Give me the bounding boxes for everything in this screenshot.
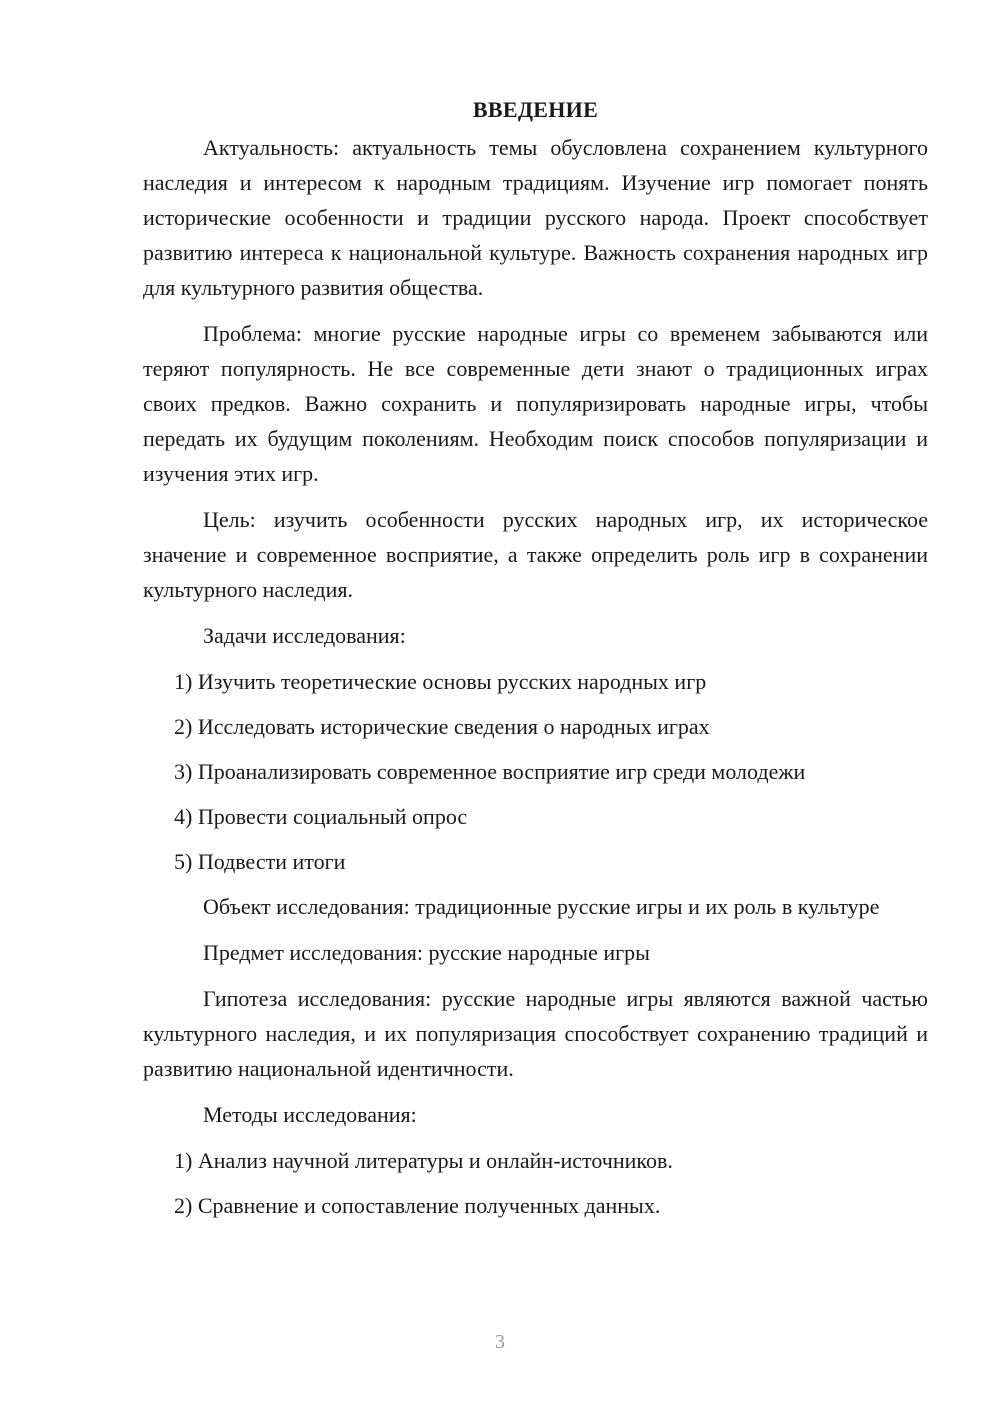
methods-list: [143, 1143, 928, 1223]
page-number: 3: [495, 1331, 505, 1353]
hypothesis-paragraph: Гипотеза исследования: русские народные игры являются важной частью культурного наследия, и их популяризация способствует сохранению традиций и развитию национальной идентичности.: [143, 986, 928, 1081]
page-body: [143, 94, 928, 1233]
method-item: 2) Сравнение и сопоставление полученных данных.: [174, 1193, 661, 1218]
subject-paragraph: Предмет исследования: русские народные игры: [203, 940, 650, 965]
task-item: 5) Подвести итоги: [174, 849, 346, 874]
tasks-heading: Задачи исследования:: [203, 623, 406, 648]
problem-paragraph: Проблема: многие русские народные игры со временем забываются или теряют популярность. Не все современные дети знают о традиционных играх своих предков. Важно сохранить и популяризировать народные игры, чтобы передать их будущим поколениям. Необходим поиск способов популяризации и изучения этих игр.: [143, 321, 928, 486]
task-item: 1) Изучить теоретические основы русских народных игр: [174, 669, 707, 694]
method-item: 1) Анализ научной литературы и онлайн-источников.: [174, 1148, 673, 1173]
methods-heading: Методы исследования:: [203, 1102, 417, 1127]
tasks-list: [143, 664, 928, 879]
task-item: 4) Провести социальный опрос: [174, 804, 468, 829]
page-title: ВВЕДЕНИЕ: [472, 97, 599, 122]
object-paragraph: Объект исследования: традиционные русские игры и их роль в культуре: [203, 894, 880, 919]
relevance-paragraph: Актуальность: актуальность темы обусловлена сохранением культурного наследия и интересом к народным традициям. Изучение игр помогает понять исторические особенности и традиции русского народа. Проект способствует развитию интереса к национальной культуре. Важность сохранения народных игр для культурного развития общества.: [143, 135, 928, 300]
task-item: 3) Проанализировать современное восприятие игр среди молодежи: [174, 759, 806, 784]
task-item: 2) Исследовать исторические сведения о народных играх: [174, 714, 710, 739]
goal-paragraph: Цель: изучить особенности русских народных игр, их историческое значение и современное восприятие, а также определить роль игр в сохранении культурного наследия.: [143, 507, 928, 602]
